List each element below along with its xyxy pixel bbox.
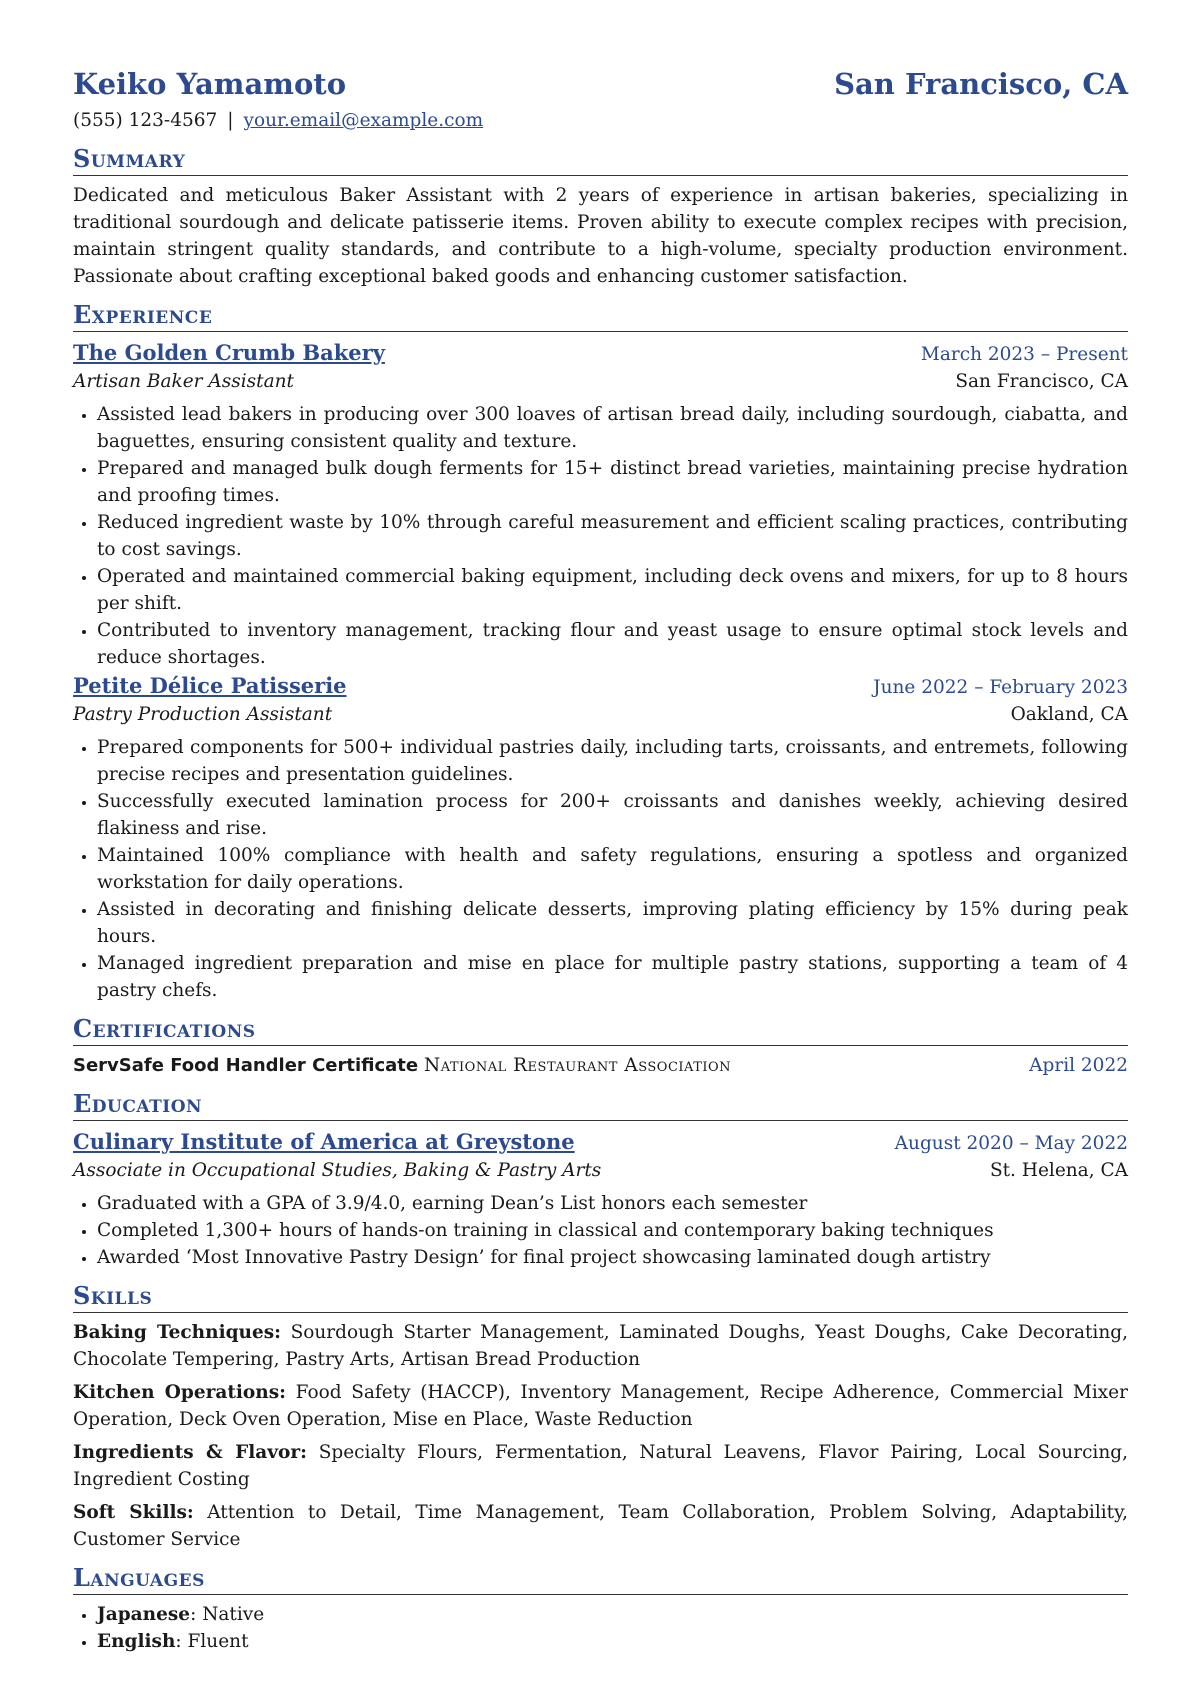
summary-text: Dedicated and meticulous Baker Assistant with 2 years of experience in artisan bakeries, specializing in traditional sourdough and delicate patisserie items. Proven ability to execute complex recipes with precision, maintain stringent quality standards, and contribute to a high-volume, specialty production environment. Passionate about crafting exceptional baked goods and enhancing customer satisfaction.: [73, 185, 1128, 287]
skill-group-label: Kitchen Operations:: [73, 1382, 286, 1403]
bullet-item: • Maintained 100% compliance with health and safety regulations, ensuring a spotless and organized workstation for daily operations.: [97, 842, 1128, 896]
candidate-location: San Francisco, CA: [834, 67, 1128, 101]
section-title-education: Education: [73, 1089, 1128, 1121]
job-location: Oakland, CA: [1010, 704, 1128, 725]
phone-number: (555) 123-4567: [73, 110, 218, 131]
skill-group: [73, 1439, 1128, 1493]
skill-group-text: Attention to Detail, Time Management, Team Collaboration, Problem Solving, Adaptability, Customer Service: [73, 1502, 1128, 1550]
bullet-item: • Prepared and managed bulk dough ferments for 15+ distinct bread varieties, maintaining precise hydration and proofing times.: [97, 455, 1128, 509]
skill-group: [73, 1319, 1128, 1373]
bullet-item: • Contributed to inventory management, tracking flour and yeast usage to ensure optimal stock levels and reduce shortages.: [97, 617, 1128, 671]
job-bullets: [73, 734, 1128, 1004]
skill-group-text: Sourdough Starter Management, Laminated Doughs, Yeast Doughs, Cake Decorating, Chocolate Tempering, Pastry Arts, Artisan Bread Production: [73, 1322, 1128, 1370]
certification-date: April 2022: [1029, 1055, 1128, 1076]
certification-org: National Restaurant Association: [424, 1055, 732, 1076]
experience-entry: [73, 338, 1128, 671]
job-dates: June 2022 – February 2023: [873, 677, 1128, 698]
language-name: Japanese: [97, 1604, 191, 1625]
section-title-languages: Languages: [73, 1563, 1128, 1595]
candidate-name: Keiko Yamamoto: [73, 67, 347, 101]
section-title-skills: Skills: [73, 1281, 1128, 1313]
experience-section: [73, 300, 1128, 1004]
certifications-section: [73, 1014, 1128, 1079]
job-role: Pastry Production Assistant: [73, 704, 333, 725]
job-location: San Francisco, CA: [955, 371, 1128, 392]
bullet-item: • Prepared components for 500+ individual pastries daily, including tarts, croissants, and entremets, following precise recipes and presentation guidelines.: [97, 734, 1128, 788]
summary-section: [73, 144, 1128, 290]
bullet-item: • Graduated with a GPA of 3.9/4.0, earning Dean’s List honors each semester: [97, 1190, 1128, 1217]
language-list: [73, 1601, 1128, 1655]
education-bullets: [73, 1190, 1128, 1271]
skill-group-text: Specialty Flours, Fermentation, Natural Leavens, Flavor Pairing, Local Sourcing, Ingredient Costing: [73, 1442, 1128, 1490]
bullet-item: • Operated and maintained commercial baking equipment, including deck ovens and mixers, for up to 8 hours per shift.: [97, 563, 1128, 617]
certification-item: [73, 1052, 1128, 1079]
language-level: : Native: [190, 1604, 265, 1625]
company-name[interactable]: The Golden Crumb Bakery: [73, 340, 385, 365]
header: [73, 64, 1128, 104]
education-section: [73, 1089, 1128, 1271]
contact-separator: |: [227, 110, 234, 131]
school-name[interactable]: Culinary Institute of America at Greystone: [73, 1129, 575, 1154]
language-item: [97, 1628, 1128, 1655]
bullet-item: • Reduced ingredient waste by 10% through careful measurement and efficient scaling practices, contributing to cost savings.: [97, 509, 1128, 563]
language-name: English: [97, 1631, 176, 1652]
languages-section: [73, 1563, 1128, 1655]
experience-entry: [73, 671, 1128, 1004]
skill-group-text: Food Safety (HACCP), Inventory Management, Recipe Adherence, Commercial Mixer Operation, Deck Oven Operation, Mise en Place, Waste Reduction: [73, 1382, 1128, 1430]
skill-group-label: Soft Skills:: [73, 1502, 194, 1523]
job-dates: March 2023 – Present: [920, 344, 1128, 365]
school-location: St. Helena, CA: [989, 1160, 1128, 1181]
education-dates: August 2020 – May 2022: [894, 1133, 1128, 1154]
section-title-summary: Summary: [73, 144, 1128, 176]
skill-group: [73, 1379, 1128, 1433]
bullet-item: • Managed ingredient preparation and mise en place for multiple pastry stations, supporting a team of 4 pastry chefs.: [97, 950, 1128, 1004]
certification-name: ServSafe Food Handler Certificate: [73, 1055, 419, 1076]
email-link[interactable]: your.email@example.com: [243, 110, 484, 131]
bullet-item: • Completed 1,300+ hours of hands-on training in classical and contemporary baking techniques: [97, 1217, 1128, 1244]
contact-line: [73, 108, 1128, 134]
language-item: [97, 1601, 1128, 1628]
degree: Associate in Occupational Studies, Baking & Pastry Arts: [73, 1160, 602, 1181]
bullet-item: • Assisted lead bakers in producing over 300 loaves of artisan bread daily, including sourdough, ciabatta, and baguettes, ensuring consistent quality and texture.: [97, 401, 1128, 455]
bullet-item: • Assisted in decorating and finishing delicate desserts, improving plating efficiency by 15% during peak hours.: [97, 896, 1128, 950]
section-title-experience: Experience: [73, 300, 1128, 332]
skills-section: [73, 1281, 1128, 1553]
skill-group-label: Baking Techniques:: [73, 1322, 281, 1343]
job-role: Artisan Baker Assistant: [73, 371, 294, 392]
skill-group-label: Ingredients & Flavor:: [73, 1442, 307, 1463]
bullet-item: • Awarded ‘Most Innovative Pastry Design’ for final project showcasing laminated dough artistry: [97, 1244, 1128, 1271]
company-name[interactable]: Petite Délice Patisserie: [73, 673, 347, 698]
section-title-certifications: Certifications: [73, 1014, 1128, 1046]
job-bullets: [73, 401, 1128, 671]
language-level: : Fluent: [175, 1631, 249, 1652]
bullet-item: • Successfully executed lamination process for 200+ croissants and danishes weekly, achieving desired flakiness and rise.: [97, 788, 1128, 842]
skill-group: [73, 1499, 1128, 1553]
